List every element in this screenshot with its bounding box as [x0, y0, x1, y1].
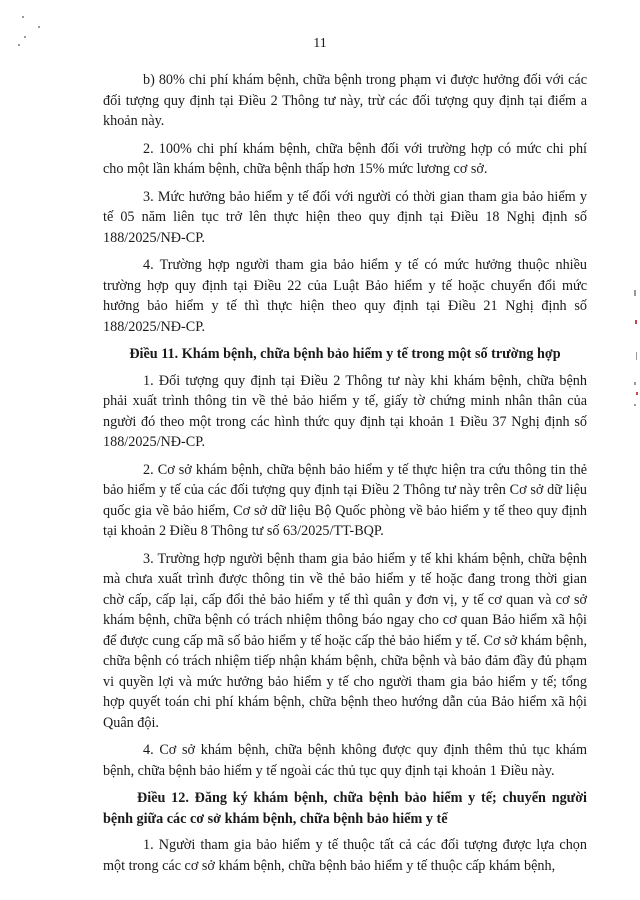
paragraph-4: 4. Trường hợp người tham gia bảo hiểm y tế có mức hưởng thuộc nhiều trường hợp quy định tại Điều 22 của Luật Bảo hiểm y tế hoặc chuyển đổi mức hưởng bảo hiểm y tế thì thực hiện theo quy định tại Điều 21 Nghị định số 188/2025/NĐ-CP.	[103, 257, 587, 335]
scan-speck	[635, 320, 637, 324]
scan-speck	[636, 392, 638, 395]
article-11-heading: Điều 11. Khám bệnh, chữa bệnh bảo hiểm y tế trong một số trường hợp	[129, 346, 561, 362]
article-12-heading: Điều 12. Đăng ký khám bệnh, chữa bệnh bảo hiểm y tế; chuyển người bệnh giữa các cơ sở khám bệnh, chữa bệnh bảo hiểm y tế	[103, 790, 587, 827]
scan-speck	[636, 352, 637, 360]
paragraph-2: 2. 100% chi phí khám bệnh, chữa bệnh đối với trường hợp có mức chi phí cho một lần khám bệnh, chữa bệnh thấp hơn 15% mức lương cơ sở.	[103, 140, 587, 177]
scan-speck	[634, 382, 636, 385]
paragraph-3: 3. Mức hưởng bảo hiểm y tế đối với người có thời gian tham gia bảo hiểm y tế 05 năm liên tục trở lên thực hiện theo quy định tại Điều 18 Nghị định số 188/2025/NĐ-CP.	[103, 188, 587, 246]
scan-speck	[22, 16, 24, 18]
page-number: 11	[313, 36, 327, 51]
document-body	[103, 70, 587, 883]
article-11-clause-4: 4. Cơ sở khám bệnh, chữa bệnh không được quy định thêm thủ tục khám bệnh, chữa bệnh bảo hiểm y tế ngoài các thủ tục quy định tại khoản 1 Điều này.	[103, 742, 587, 779]
article-11-clause-2: 2. Cơ sở khám bệnh, chữa bệnh bảo hiểm y tế thực hiện tra cứu thông tin thẻ bảo hiểm y tế của các đối tượng quy định tại Điều 2 Thông tư này trên Cơ sở dữ liệu quốc gia về bảo hiểm, Cơ sở dữ liệu Bộ Quốc phòng về bảo hiểm y tế theo quy định tại khoản 2 Điều 8 Thông tư số 63/2025/TT-BQP.	[103, 461, 587, 539]
article-11-clause-1: 1. Đối tượng quy định tại Điều 2 Thông tư này khi khám bệnh, chữa bệnh phải xuất trình thông tin về thẻ bảo hiểm y tế, giấy tờ chứng minh nhân thân của người đó theo một trong các hình thức quy định tại khoản 1 Điều 37 Nghị định số 188/2025/NĐ-CP.	[103, 372, 587, 450]
scan-speck	[634, 404, 636, 406]
article-12-clause-1: 1. Người tham gia bảo hiểm y tế thuộc tất cả các đối tượng được lựa chọn một trong các cơ sở khám bệnh, chữa bệnh bảo hiểm y tế thuộc cấp khám bệnh,	[103, 837, 587, 874]
article-11-clause-3: 3. Trường hợp người bệnh tham gia bảo hiểm y tế khi khám bệnh, chữa bệnh mà chưa xuất trình được thông tin về thẻ bảo hiểm y tế hoặc đang trong thời gian chờ cấp, cấp lại, cấp đổi thẻ bảo hiểm y tế thì quân y đơn vị, y tế cơ quan và cơ sở khám bệnh, chữa bệnh có trách nhiệm thông báo ngay cho cơ quan Bảo hiểm xã hội để được cung cấp mã số bảo hiểm y tế hoặc cấp thẻ bảo hiểm y tế. Cơ sở khám bệnh, chữa bệnh có trách nhiệm tiếp nhận khám bệnh, chữa bệnh và bảo đảm đầy đủ phạm vi quyền lợi và mức hưởng bảo hiểm y tế cho người tham gia bảo hiểm y tế; tổng hợp quyết toán chi phí khám bệnh, chữa bệnh theo hướng dẫn của Bảo hiểm xã hội Quân đội.	[103, 550, 587, 731]
scan-speck	[634, 290, 636, 296]
scan-speck	[38, 26, 40, 28]
paragraph-2-b: b) 80% chi phí khám bệnh, chữa bệnh trong phạm vi được hưởng đối với các đối tượng quy định tại Điều 2 Thông tư này, trừ các đối tượng quy định tại điểm a khoản này.	[103, 72, 587, 129]
